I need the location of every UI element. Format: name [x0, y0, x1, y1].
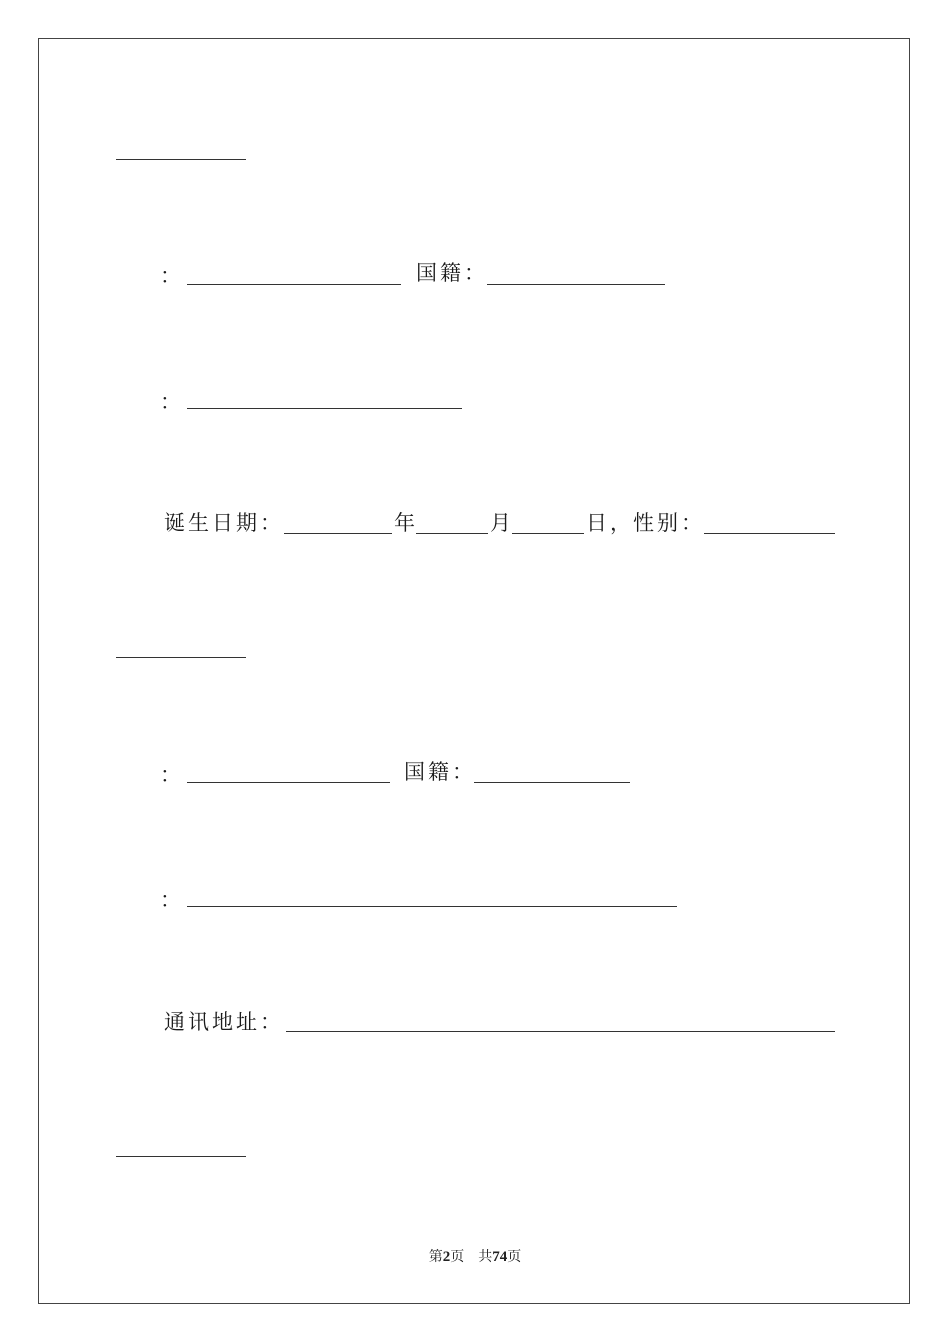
name-line[interactable] [187, 284, 401, 285]
section-divider-3 [116, 1156, 246, 1157]
current-page: 2 [442, 1249, 451, 1265]
nationality-line-2[interactable] [474, 782, 630, 783]
gender-line[interactable] [704, 533, 835, 534]
footer-mid: 页 共 [450, 1249, 493, 1265]
birth-year-line[interactable] [284, 533, 392, 534]
nationality-line[interactable] [487, 284, 665, 285]
page-footer [0, 1246, 950, 1266]
year-label: 年 [394, 511, 418, 535]
field-colon: ： [160, 888, 181, 912]
field-colon: ： [160, 390, 181, 414]
footer-prefix: 第 [428, 1249, 443, 1265]
name-line-2[interactable] [187, 782, 390, 783]
day-label: 日， [586, 511, 634, 535]
nationality-label: 国籍： [416, 261, 488, 285]
id-line-2[interactable] [187, 906, 677, 907]
id-line[interactable] [187, 408, 462, 409]
address-label: 通讯地址： [164, 1010, 284, 1034]
footer-suffix: 页 [507, 1249, 522, 1265]
field-colon: ： [160, 763, 181, 787]
page-border [38, 38, 910, 1304]
birth-day-line[interactable] [512, 533, 584, 534]
total-pages: 74 [492, 1249, 508, 1265]
section-divider-1 [116, 159, 246, 160]
birth-label: 诞生日期： [164, 511, 284, 535]
birth-month-line[interactable] [416, 533, 488, 534]
section-divider-2 [116, 657, 246, 658]
gender-label: 性别： [633, 511, 705, 535]
field-colon: ： [160, 264, 181, 288]
address-line[interactable] [286, 1031, 835, 1032]
month-label: 月 [490, 511, 514, 535]
nationality-label-2: 国籍： [404, 760, 476, 784]
